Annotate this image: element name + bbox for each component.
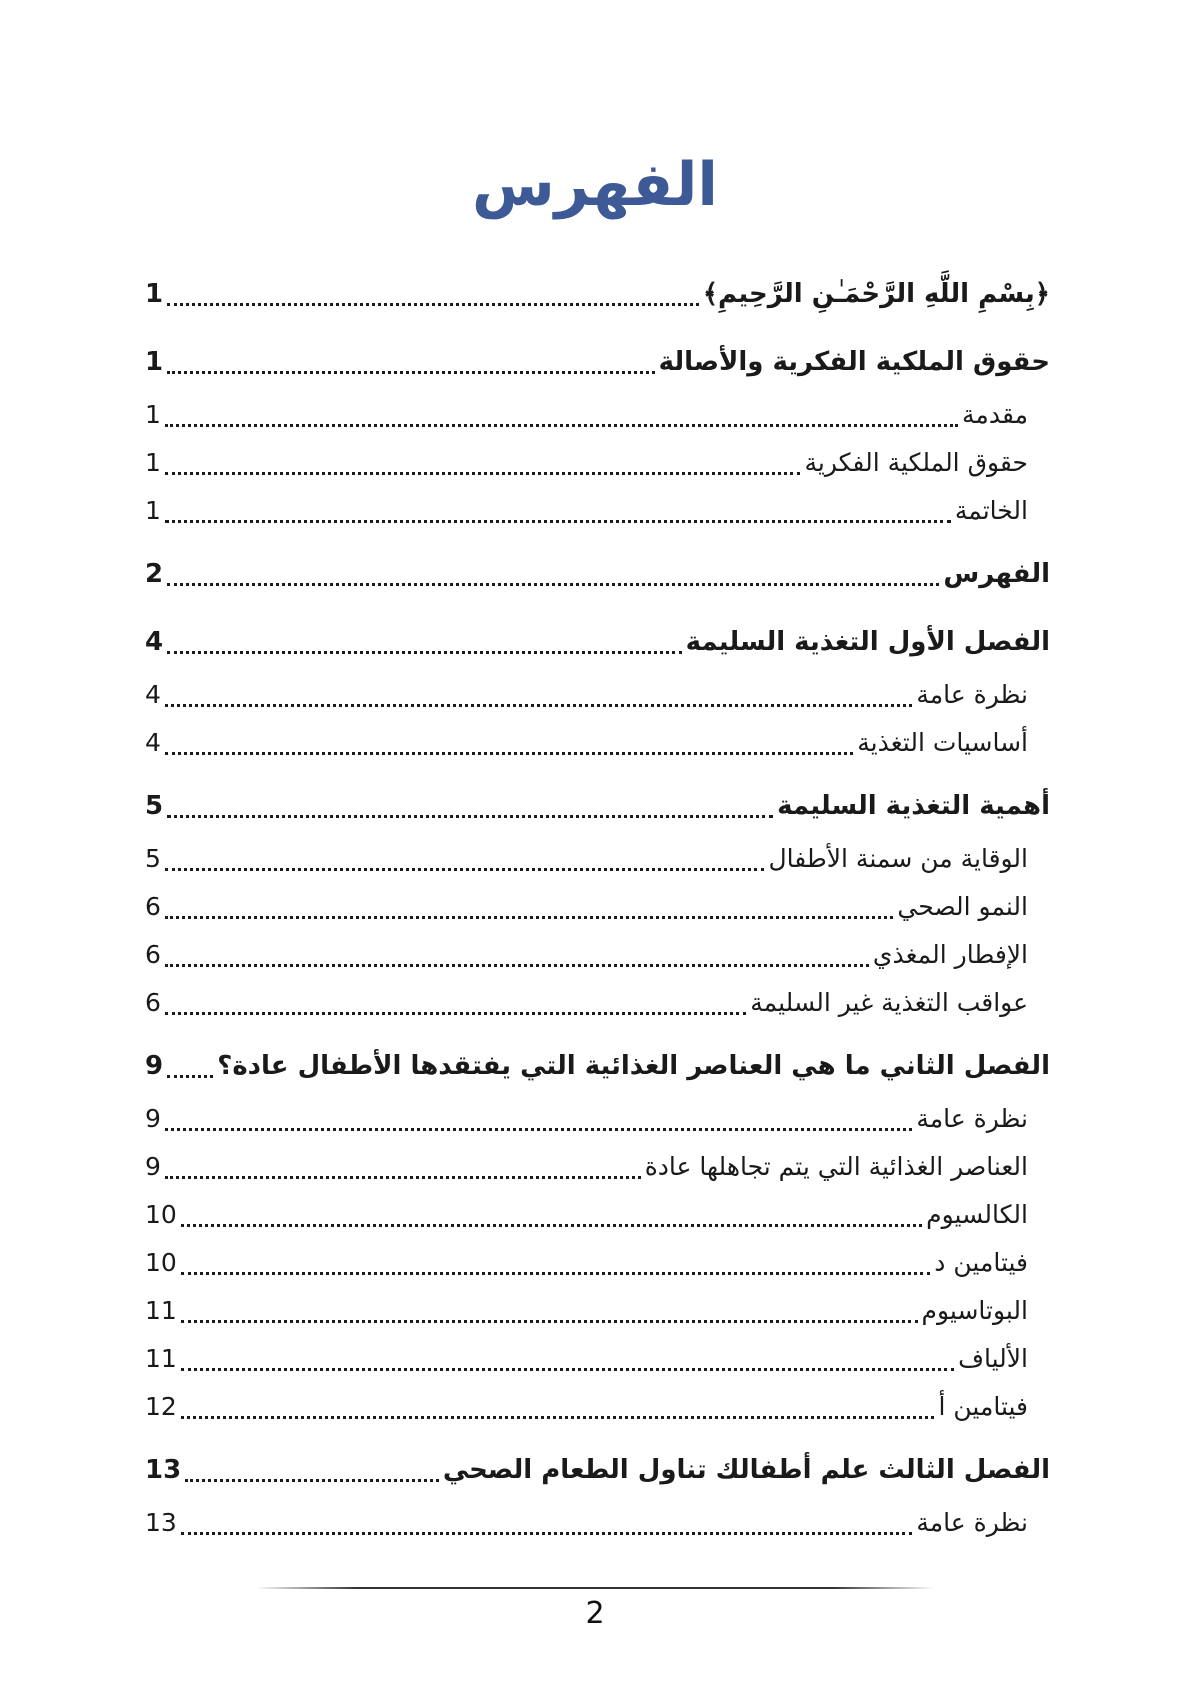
table-of-contents xyxy=(145,265,1050,1547)
toc-chapter-entry[interactable] xyxy=(145,545,1050,603)
toc-chapter-entry[interactable] xyxy=(145,777,1050,835)
toc-entry-label: الخاتمة xyxy=(954,496,1028,525)
toc-dot-leader xyxy=(165,520,951,523)
toc-section-entry[interactable] xyxy=(145,1383,1050,1431)
toc-page-number: 4 xyxy=(145,627,164,657)
toc-dot-leader xyxy=(165,964,869,967)
toc-chapter-entry[interactable] xyxy=(145,265,1050,323)
toc-chapter-entry[interactable] xyxy=(145,1441,1050,1499)
toc-entry-label: حقوق الملكية الفكرية xyxy=(804,448,1028,477)
toc-entry-label: الفصل الثالث علم أطفالك تناول الطعام الصحي xyxy=(442,1455,1050,1485)
toc-entry-label: العناصر الغذائية التي يتم تجاهلها عادة xyxy=(644,1152,1028,1181)
toc-page-number: 6 xyxy=(145,988,161,1017)
toc-page-number: 1 xyxy=(145,448,161,477)
toc-section-entry[interactable] xyxy=(145,979,1050,1027)
toc-entry-label: أساسيات التغذية xyxy=(857,728,1028,757)
toc-entry-label: الفصل الأول التغذية السليمة xyxy=(685,627,1050,657)
toc-page-number: 1 xyxy=(145,400,161,429)
toc-section-entry[interactable] xyxy=(145,671,1050,719)
toc-page-number: 1 xyxy=(145,279,164,309)
toc-entry-label: نظرة عامة xyxy=(916,1508,1028,1537)
toc-chapter-entry[interactable] xyxy=(145,613,1050,671)
page-number: 2 xyxy=(585,1596,605,1631)
toc-entry-label: مقدمة xyxy=(962,400,1028,429)
toc-entry-label: فيتامين أ xyxy=(938,1392,1028,1421)
toc-dot-leader xyxy=(165,1176,641,1179)
toc-section-entry[interactable] xyxy=(145,1143,1050,1191)
toc-dot-leader xyxy=(185,1479,439,1482)
toc-dot-leader xyxy=(167,651,681,654)
toc-dot-leader xyxy=(181,1416,935,1419)
toc-entry-label: نظرة عامة xyxy=(916,1104,1028,1133)
toc-page-number: 4 xyxy=(145,680,161,709)
toc-page-number: 6 xyxy=(145,940,161,969)
toc-dot-leader xyxy=(165,1012,746,1015)
toc-section-entry[interactable] xyxy=(145,1239,1050,1287)
toc-section-entry[interactable] xyxy=(145,487,1050,535)
toc-page-number: 11 xyxy=(145,1296,177,1325)
toc-dot-leader xyxy=(181,1532,913,1535)
toc-entry-label: الألياف xyxy=(958,1344,1028,1373)
toc-section-entry[interactable] xyxy=(145,1335,1050,1383)
toc-section-entry[interactable] xyxy=(145,719,1050,767)
toc-section-entry[interactable] xyxy=(145,883,1050,931)
toc-entry-label: نظرة عامة xyxy=(916,680,1028,709)
toc-page-number: 10 xyxy=(145,1248,177,1277)
toc-page-number: 10 xyxy=(145,1200,177,1229)
toc-dot-leader xyxy=(167,1075,213,1078)
toc-entry-label: البوتاسيوم xyxy=(921,1296,1028,1325)
toc-page-number: 6 xyxy=(145,892,161,921)
toc-dot-leader xyxy=(167,583,939,586)
toc-chapter-entry[interactable] xyxy=(145,1037,1050,1095)
toc-dot-leader xyxy=(165,916,893,919)
toc-dot-leader xyxy=(167,303,699,306)
toc-entry-label: الفهرس xyxy=(943,559,1050,589)
toc-entry-label: الكالسيوم xyxy=(926,1200,1028,1229)
toc-section-entry[interactable] xyxy=(145,1191,1050,1239)
toc-page-number: 9 xyxy=(145,1051,164,1081)
toc-page-number: 13 xyxy=(145,1455,182,1485)
toc-dot-leader xyxy=(181,1368,954,1371)
toc-entry-label: الفصل الثاني ما هي العناصر الغذائية التي يفتقدها الأطفال عادة؟ xyxy=(217,1051,1050,1081)
toc-entry-label: حقوق الملكية الفكرية والأصالة xyxy=(658,347,1050,377)
toc-page-number: 2 xyxy=(145,559,164,589)
toc-entry-label: فيتامين د xyxy=(934,1248,1028,1277)
toc-page-number: 1 xyxy=(145,496,161,525)
toc-dot-leader xyxy=(165,752,853,755)
toc-chapter-entry[interactable] xyxy=(145,333,1050,391)
toc-page-number: 1 xyxy=(145,347,164,377)
toc-page-number: 4 xyxy=(145,728,161,757)
toc-page-number: 11 xyxy=(145,1344,177,1373)
toc-section-entry[interactable] xyxy=(145,439,1050,487)
toc-dot-leader xyxy=(165,868,765,871)
toc-entry-label: الوقاية من سمنة الأطفال xyxy=(768,844,1028,873)
toc-dot-leader xyxy=(165,424,958,427)
toc-section-entry[interactable] xyxy=(145,1287,1050,1335)
toc-page-number: 12 xyxy=(145,1392,177,1421)
page-title: الفهرس xyxy=(471,150,718,220)
toc-entry-label: ﴿بِسْمِ اللَّهِ الرَّحْمَـٰنِ الرَّحِيمِ﴾ xyxy=(702,279,1050,309)
toc-entry-label: الإفطار المغذي xyxy=(872,940,1028,969)
toc-section-entry[interactable] xyxy=(145,1499,1050,1547)
toc-dot-leader xyxy=(165,704,912,707)
toc-entry-label: النمو الصحي xyxy=(897,892,1028,921)
toc-page-number: 13 xyxy=(145,1508,177,1537)
toc-dot-leader xyxy=(167,815,773,818)
toc-dot-leader xyxy=(165,472,801,475)
toc-entry-label: أهمية التغذية السليمة xyxy=(777,791,1050,821)
toc-section-entry[interactable] xyxy=(145,1095,1050,1143)
toc-section-entry[interactable] xyxy=(145,391,1050,439)
toc-page-number: 9 xyxy=(145,1104,161,1133)
toc-dot-leader xyxy=(167,371,654,374)
footer-divider xyxy=(255,1587,935,1589)
toc-page-number: 9 xyxy=(145,1152,161,1181)
toc-dot-leader xyxy=(181,1224,922,1227)
toc-dot-leader xyxy=(165,1128,912,1131)
toc-page-number: 5 xyxy=(145,844,161,873)
toc-entry-label: عواقب التغذية غير السليمة xyxy=(750,988,1028,1017)
toc-section-entry[interactable] xyxy=(145,931,1050,979)
toc-dot-leader xyxy=(181,1320,918,1323)
toc-section-entry[interactable] xyxy=(145,835,1050,883)
toc-dot-leader xyxy=(181,1272,930,1275)
toc-page-number: 5 xyxy=(145,791,164,821)
